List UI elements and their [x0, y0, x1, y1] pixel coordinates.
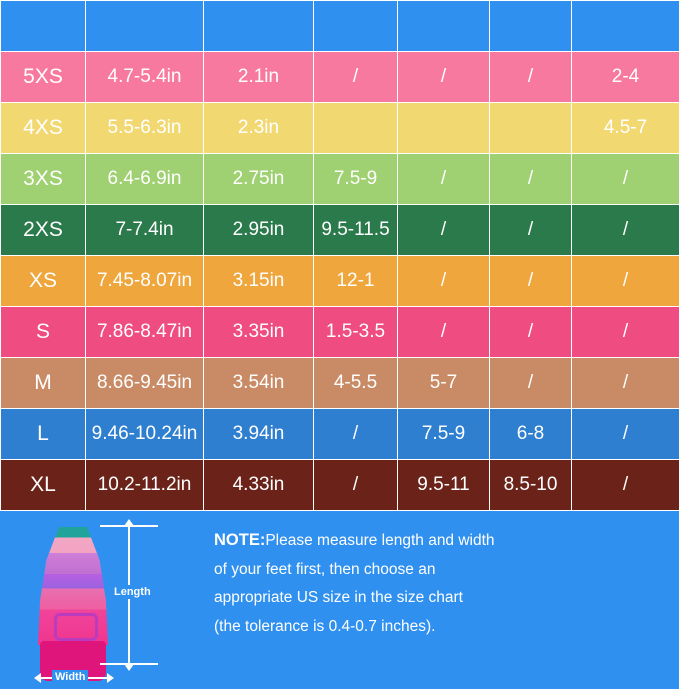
note-line-3: appropriate US size in the size chart [214, 589, 463, 606]
size-cell: XS [1, 256, 86, 307]
size-cell: M [1, 358, 86, 409]
kids-cell: 12-1 [314, 256, 398, 307]
men-cell: / [490, 307, 572, 358]
header-row [1, 1, 679, 52]
men-cell: / [490, 52, 572, 103]
table-row [1, 358, 679, 409]
note-label: NOTE: [214, 531, 265, 549]
women-cell: / [398, 256, 490, 307]
width-cell: 3.54in [204, 358, 314, 409]
toddlers-cell: / [572, 358, 679, 409]
table-body [1, 52, 679, 511]
length-cell: 8.66-9.45in [86, 358, 204, 409]
kids-cell: / [314, 52, 398, 103]
men-cell: 6-8 [490, 409, 572, 460]
women-cell: / [398, 205, 490, 256]
width-cell: 2.95in [204, 205, 314, 256]
note-section [0, 511, 679, 689]
column-header-men [490, 1, 572, 52]
column-header-toddlers [572, 1, 679, 52]
size-cell: 2XS [1, 205, 86, 256]
kids-cell: 9.5-11.5 [314, 205, 398, 256]
toddlers-cell: / [572, 205, 679, 256]
women-cell: 9.5-11 [398, 460, 490, 511]
table-row [1, 154, 679, 205]
note-first-line [214, 525, 667, 556]
note-line-1: Please measure length and width [265, 532, 494, 549]
women-cell: / [398, 52, 490, 103]
women-cell: 5-7 [398, 358, 490, 409]
size-cell: 4XS [1, 103, 86, 154]
toddlers-cell: 2-4 [572, 52, 679, 103]
table-row [1, 460, 679, 511]
column-header-size [1, 1, 86, 52]
men-cell: / [490, 154, 572, 205]
size-cell: 5XS [1, 52, 86, 103]
table-row [1, 307, 679, 358]
size-cell: L [1, 409, 86, 460]
fin-strap-icon [54, 613, 98, 641]
length-dimension-label: Length [111, 585, 154, 599]
length-cell: 7-7.4in [86, 205, 204, 256]
note-line-2: of your feet first, then choose an [214, 561, 435, 578]
length-cell: 4.7-5.4in [86, 52, 204, 103]
toddlers-cell: / [572, 409, 679, 460]
length-cell: 10.2-11.2in [86, 460, 204, 511]
fin-illustration [30, 527, 116, 679]
size-cell: 3XS [1, 154, 86, 205]
toddlers-cell: / [572, 460, 679, 511]
kids-cell [314, 103, 398, 154]
table-header [1, 1, 679, 52]
note-line-4-wrap [214, 613, 667, 642]
men-cell: / [490, 205, 572, 256]
length-cell: 7.86-8.47in [86, 307, 204, 358]
toddlers-cell: / [572, 256, 679, 307]
table-row [1, 256, 679, 307]
table-row [1, 52, 679, 103]
length-cell: 5.5-6.3in [86, 103, 204, 154]
width-cell: 3.35in [204, 307, 314, 358]
men-cell [490, 103, 572, 154]
width-cell: 4.33in [204, 460, 314, 511]
kids-cell: 1.5-3.5 [314, 307, 398, 358]
fin-diagram [0, 511, 210, 689]
note-text [210, 511, 679, 642]
column-header-kids [314, 1, 398, 52]
note-line-4: (the tolerance is 0.4-0.7 inches). [214, 618, 435, 635]
column-header-width [204, 1, 314, 52]
column-header-length [86, 1, 204, 52]
men-cell: / [490, 358, 572, 409]
note-line-3-wrap [214, 584, 667, 613]
kids-cell: / [314, 460, 398, 511]
length-cell: 6.4-6.9in [86, 154, 204, 205]
table-row [1, 103, 679, 154]
women-cell: / [398, 307, 490, 358]
note-line-2-wrap [214, 556, 667, 585]
column-header-women [398, 1, 490, 52]
kids-cell: 7.5-9 [314, 154, 398, 205]
toddlers-cell: 4.5-7 [572, 103, 679, 154]
size-cell: XL [1, 460, 86, 511]
kids-cell: / [314, 409, 398, 460]
women-cell: / [398, 154, 490, 205]
table-row [1, 409, 679, 460]
table-row [1, 205, 679, 256]
width-dimension-label: Width [52, 670, 88, 684]
women-cell [398, 103, 490, 154]
length-cell: 9.46-10.24in [86, 409, 204, 460]
men-cell: / [490, 256, 572, 307]
width-cell: 2.1in [204, 52, 314, 103]
kids-cell: 4-5.5 [314, 358, 398, 409]
width-cell: 2.75in [204, 154, 314, 205]
toddlers-cell: / [572, 307, 679, 358]
toddlers-cell: / [572, 154, 679, 205]
men-cell: 8.5-10 [490, 460, 572, 511]
women-cell: 7.5-9 [398, 409, 490, 460]
width-cell: 3.94in [204, 409, 314, 460]
length-cell: 7.45-8.07in [86, 256, 204, 307]
size-cell: S [1, 307, 86, 358]
width-cell: 3.15in [204, 256, 314, 307]
width-cell: 2.3in [204, 103, 314, 154]
